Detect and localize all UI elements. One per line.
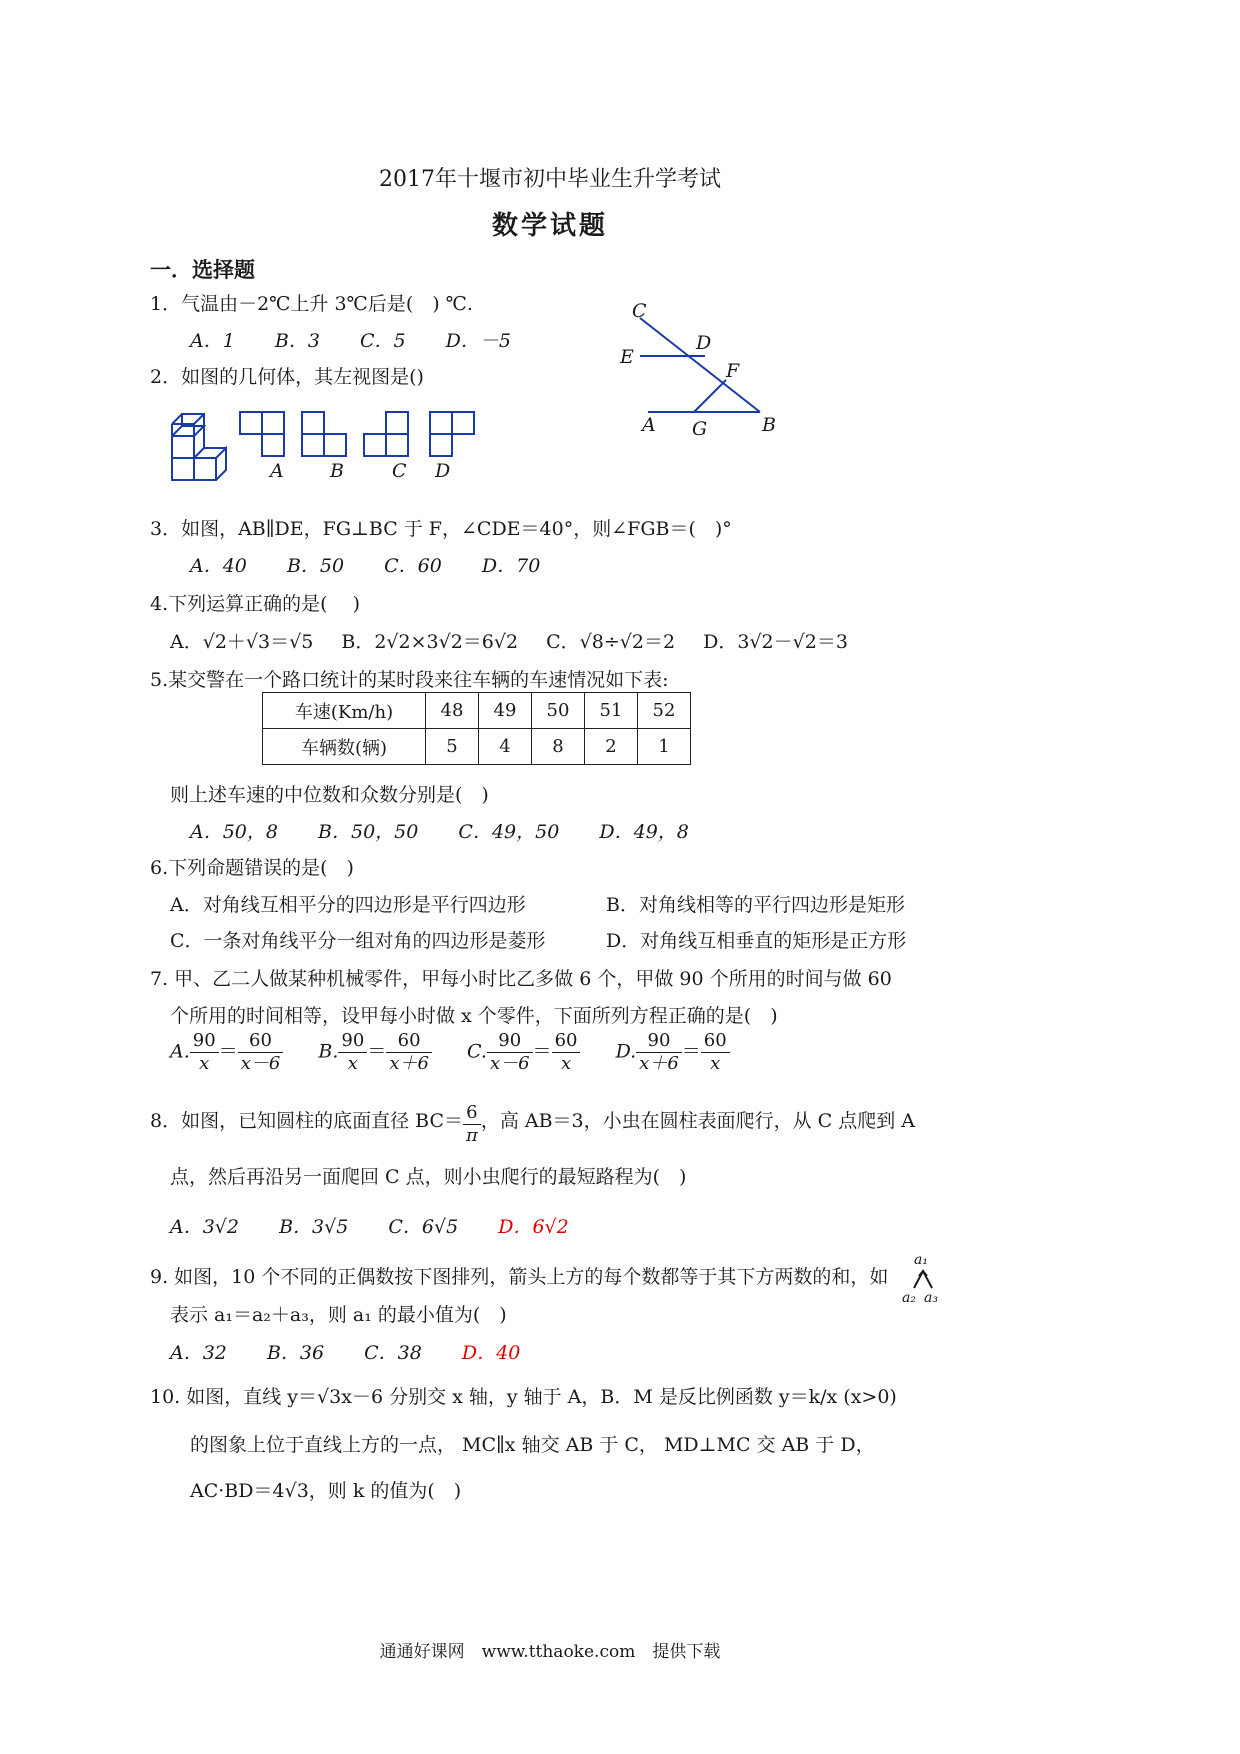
- q1-stem: 1．气温由－2℃上升 3℃后是( ) ℃.: [150, 293, 473, 315]
- q3-options: [190, 551, 574, 578]
- q9-icon-a2: a₂: [902, 1290, 916, 1306]
- q8-option-a: A．3√2: [170, 1216, 240, 1238]
- q9-icon-a3: a₃: [924, 1290, 938, 1306]
- q1-option-a: A．1: [190, 330, 235, 352]
- fig3-label-a: A: [642, 414, 656, 436]
- q5-option-c: C．49，50: [458, 821, 560, 843]
- table-cell: 50: [532, 693, 585, 729]
- q3-option-c: C．60: [384, 555, 442, 577]
- fig3-label-g: G: [692, 418, 708, 440]
- q4-option-d: D．3√2－√2＝3: [703, 631, 848, 653]
- q5-option-d: D．49，8: [599, 821, 689, 843]
- q9-option-c: C．38: [364, 1342, 422, 1364]
- q9-arrow-icon: [902, 1252, 942, 1310]
- q4-option-b: B．2√2×3√2＝6√2: [341, 631, 519, 653]
- table-row-header: 车速(Km/h): [263, 693, 426, 729]
- q1-option-c: C．5: [359, 330, 406, 352]
- fig3-label-d: D: [696, 332, 712, 354]
- q9-options: [170, 1338, 554, 1365]
- q6-option-b: B．对角线相等的平行四边形是矩形: [606, 894, 905, 916]
- q5-stem: 5.某交警在一个路口统计的某时段来往车辆的车速情况如下表:: [150, 669, 669, 691]
- q6-stem: 6.下列命题错误的是( ): [150, 857, 354, 879]
- view-c: [364, 412, 408, 456]
- q8-option-d: D．6√2: [498, 1216, 569, 1238]
- exam-subtitle: 数学试题: [491, 211, 608, 241]
- fig3-label-c: C: [632, 300, 647, 322]
- fig3-label-e: E: [620, 346, 634, 368]
- q5-option-a: A．50，8: [190, 821, 278, 843]
- q1-option-b: B．3: [274, 330, 320, 352]
- q7-option-d: D. $\frac{90}{x+6}$ ＝ $\frac{60}{x}$: [616, 1030, 730, 1075]
- q9-option-a: A．32: [170, 1342, 227, 1364]
- table-cell: 8: [532, 729, 585, 765]
- q9-option-b: B．36: [266, 1342, 325, 1364]
- q4-option-c: C．√8÷√2＝2: [546, 631, 676, 653]
- view-b: [302, 412, 346, 456]
- q2-label-a: A: [270, 460, 284, 482]
- solid-figure: [172, 414, 226, 480]
- table-cell: 48: [426, 693, 479, 729]
- table-row-header: 车辆数(辆): [263, 729, 426, 765]
- q7-option-b: B. $\frac{90}{x}$ ＝ $\frac{60}{x+6}$: [318, 1030, 432, 1075]
- q9-icon-a1: a₁: [914, 1252, 928, 1268]
- view-a: [240, 412, 284, 456]
- q6-option-a: A．对角线互相平分的四边形是平行四边形: [170, 894, 526, 916]
- q1-option-d: D．－5: [445, 330, 511, 352]
- section-heading: 一．选择题: [150, 257, 255, 282]
- line-gf: [694, 380, 726, 412]
- q9-line2: 表示 a₁＝a₂＋a₃，则 a₁ 的最小值为( ): [170, 1304, 507, 1326]
- q9-option-d: D．40: [461, 1342, 521, 1364]
- table-cell: 51: [585, 693, 638, 729]
- q8-option-b: B．3√5: [279, 1216, 349, 1238]
- q7-options: [170, 1030, 760, 1075]
- table-cell: 4: [479, 729, 532, 765]
- footer: 通通好课网 www.tthaoke.com 提供下载: [379, 1642, 721, 1662]
- table-cell: 5: [426, 729, 479, 765]
- q5-follow: 则上述车速的中位数和众数分别是( ): [170, 784, 489, 806]
- q5-option-b: B．50，50: [318, 821, 419, 843]
- q2-label-d: D: [435, 460, 451, 482]
- speed-table: [262, 692, 691, 765]
- table-cell: 1: [638, 729, 691, 765]
- exam-title: 2017年十堰市初中毕业生升学考试: [379, 167, 721, 192]
- q3-option-d: D．70: [481, 555, 541, 577]
- q8-options: [170, 1212, 603, 1239]
- table-row: [263, 693, 691, 729]
- q2-label-c: C: [392, 460, 407, 482]
- q8-stem: 8．如图，已知圆柱的底面直径 BC＝ $\frac{6}{\pi}$ ，高 AB＝3，小虫在圆柱表面爬行，从 C 点爬到 A: [150, 1102, 916, 1146]
- fig3-label-f: F: [726, 360, 740, 382]
- q4-stem: 4.下列运算正确的是( ): [150, 593, 360, 615]
- q4-options: [170, 627, 848, 654]
- q3-option-b: B．50: [286, 555, 345, 577]
- table-cell: 49: [479, 693, 532, 729]
- q5-options: [190, 817, 723, 844]
- q3-stem: 3．如图，AB∥DE，FG⊥BC 于 F，∠CDE＝40°，则∠FGB＝( )°: [150, 518, 732, 540]
- q3-option-a: A．40: [190, 555, 247, 577]
- q7-line1: 7. 甲、乙二人做某种机械零件，甲每小时比乙多做 6 个，甲做 90 个所用的时间与做 60: [150, 968, 892, 990]
- table-row: [263, 729, 691, 765]
- q4-option-a: A．√2＋√3＝√5: [170, 631, 314, 653]
- fig3-label-b: B: [762, 414, 776, 436]
- q7-option-a: A. $\frac{90}{x}$ ＝ $\frac{60}{x-6}$: [170, 1030, 283, 1075]
- q8-line2: 点，然后再沿另一面爬回 C 点，则小虫爬行的最短路程为( ): [170, 1166, 687, 1188]
- q2-label-b: B: [330, 460, 344, 482]
- q7-option-c: C. $\frac{90}{x-6}$ ＝ $\frac{60}{x}$: [467, 1030, 580, 1075]
- q8-option-c: C．6√5: [388, 1216, 459, 1238]
- table-cell: 2: [585, 729, 638, 765]
- q7-line2: 个所用的时间相等，设甲每小时做 x 个零件，下面所列方程正确的是( ): [170, 1005, 778, 1027]
- q10-line2: 的图象上位于直线上方的一点， MC∥x 轴交 AB 于 C， MD⊥MC 交 AB 于 D，: [190, 1434, 875, 1456]
- q6-option-c: C．一条对角线平分一组对角的四边形是菱形: [170, 930, 546, 952]
- q9-line1: 9. 如图，10 个不同的正偶数按下图排列，箭头上方的每个数都等于其下方两数的和，如: [150, 1266, 889, 1288]
- view-d: [430, 412, 474, 456]
- q6-option-d: D．对角线互相垂直的矩形是正方形: [606, 930, 907, 952]
- q10-line3: AC·BD＝4√3，则 k 的值为( ): [190, 1480, 462, 1502]
- q1-options: [190, 326, 545, 353]
- table-cell: 52: [638, 693, 691, 729]
- q10-line1: 10. 如图，直线 y＝√3x－6 分别交 x 轴，y 轴于 A，B．M 是反比例函数 y＝k/x (x>0): [150, 1386, 897, 1408]
- q2-stem: 2．如图的几何体，其左视图是(): [150, 366, 424, 388]
